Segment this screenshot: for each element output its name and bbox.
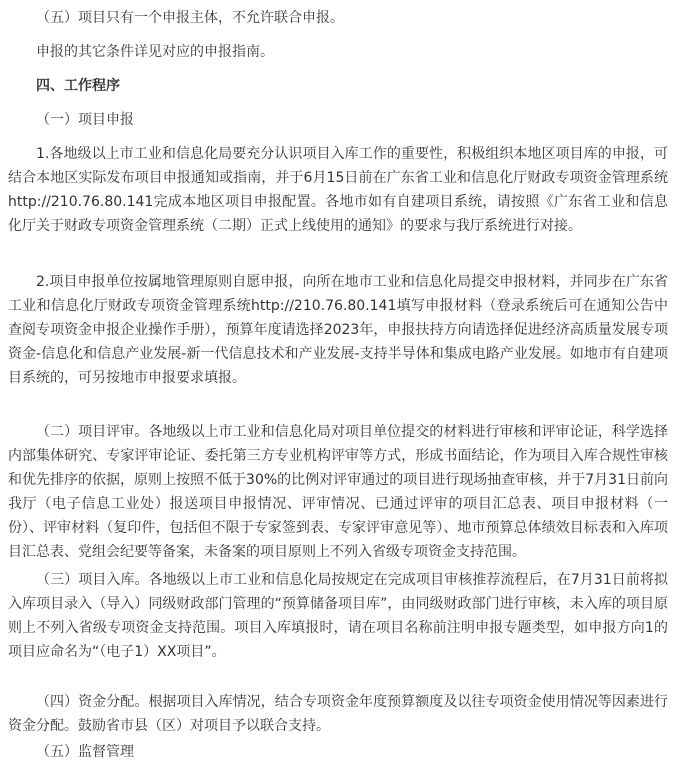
paragraph-other-conditions: 申报的其它条件详见对应的申报指南。 xyxy=(36,44,274,60)
subheading-project-application: （一）项目申报 xyxy=(36,112,134,128)
paragraph-item-1: 1.各地级以上市工业和信息化局要充分认识项目入库工作的重要性，积极组织本地区项目库的申报，可结合本地区实际发布项目申报通知或指南，并于6月15日前在广东省工业和信息化厅财政专项资金管理系统http://210.76.80.141完成本地区项目申报配置。各地市如有自建项目系统，请按照《广东省工业和信息化厅关于财政专项资金管理系统（二期）正式上线使用的通知》的要求与我厅系统进行对接。 xyxy=(8,146,668,234)
section-heading-work-procedure: 四、工作程序 xyxy=(36,78,120,94)
paragraph-item-2: 2.项目申报单位按属地管理原则自愿申报，向所在地市工业和信息化局提交申报材料，并同步在广东省工业和信息化厅财政专项资金管理系统http://210.76.80.141填写申报材料（登录系统后可在通知公告中查阅专项资金申报企业操作手册），预算年度请选择2023年，申报扶持方向请选择促进经济高质量发展专项资金-信息化和信息产业发展-新一代信息技术和产业发展-支持半导体和集成电路产业发展。如地市有自建项目系统的，可另按地市申报要求填报。 xyxy=(8,274,668,386)
paragraph-fund-allocation: （四）资金分配。根据项目入库情况，结合专项资金年度预算额度及以往专项资金使用情况等因素进行资金分配。鼓励省市县（区）对项目予以联合支持。 xyxy=(8,694,668,734)
paragraph-project-review: （二）项目评审。各地级以上市工业和信息化局对项目单位提交的材料进行审核和评审论证，科学选择内部集体研究、专家评审论证、委托第三方专业机构评审等方式，形成书面结论，作为项目入库合规性审核和优先排序的依据，原则上按照不低于30%的比例对评审通过的项目进行现场抽查审核，并于7月31日前向我厅（电子信息工业处）报送项目申报情况、评审情况、已通过评审的项目汇总表、项目申报材料（一份）、评审材料（复印件，包括但不限于专家签到表、专家评审意见等）、地市预算总体绩效目标表和入库项目汇总表、党组会纪要等备案，未备案的项目原则上不列入省级专项资金支持范围。 xyxy=(8,424,668,560)
paragraph-single-applicant: （五）项目只有一个申报主体，不允许联合申报。 xyxy=(36,10,344,26)
subheading-supervision: （五）监督管理 xyxy=(36,744,134,760)
paragraph-project-storage: （三）项目入库。各地级以上市工业和信息化局按规定在完成项目审核推荐流程后，在7月31日前将拟入库项目录入（导入）同级财政部门管理的“预算储备项目库”，由同级财政部门进行审核，未入库的项目原则上不列入省级专项资金支持范围。项目入库填报时，请在项目名称前注明申报专题类型，如申报方向1的项目应命名为“（电子1）XX项目”。 xyxy=(8,572,668,660)
